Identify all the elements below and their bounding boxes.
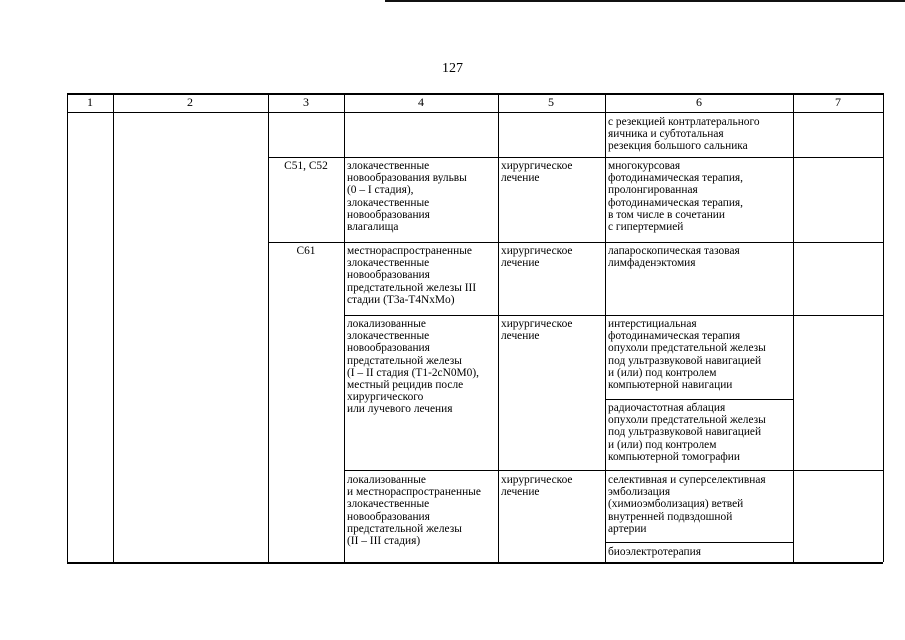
row1-method-line: в том числе в сочетании [608,208,725,221]
row0-method-line: с резекцией контрлатерального [608,116,760,128]
row4-condition-line: злокачественные [347,498,430,511]
column-divider [793,93,794,562]
row4-method-a-line: внутренней подвздошной [608,510,733,523]
row3-condition-line: (I – II стадия (T1-2cN0M0), [347,366,479,379]
row3-method-a-line: компьютерной навигации [608,379,733,391]
column-header: 7 [835,95,841,109]
row1-condition-line: новообразования вульвы [347,172,467,185]
column-header: 6 [696,95,702,109]
row3-method-b-line: опухоли предстательной железы [608,414,766,427]
row1-condition-line: злокачественные [347,160,430,172]
row4-condition-line: предстательной железы [347,522,462,535]
row4-condition-line: локализованные [347,474,426,486]
row4-method-a-line: эмболизация [608,486,671,499]
row-divider [344,315,883,316]
row1-method-line: фотодинамическая терапия, [608,172,744,185]
row3-condition-line: злокачественные [347,330,430,343]
row-divider [268,242,883,243]
row4-condition-line: и местнораспространенные [347,486,481,499]
subrow-divider [605,542,793,543]
row3-condition-line: новообразования [347,342,430,355]
row2-code: C61 [296,245,316,257]
row2-condition-line: новообразования [347,269,430,282]
row3-method-a-line: под ультразвуковой навигацией [608,354,762,367]
row4-treatment-line: хирургическое [501,474,573,486]
row2-treatment-line: лечение [501,257,540,270]
column-divider [344,93,345,562]
top-border-line [385,0,905,2]
row3-method-a-line: фотодинамическая терапия [608,330,741,343]
row1-condition-line: новообразования [347,208,430,221]
row1-condition-line: влагалища [347,221,399,233]
row3-condition-line: местный рецидив после [347,379,464,391]
row3-method-a-line: и (или) под контролем [608,366,717,379]
column-header: 5 [548,95,554,109]
row4-condition-line: (II – III стадия) [347,535,421,547]
row3-method-b-line: и (или) под контролем [608,438,717,451]
row3-treatment-line: лечение [501,330,540,343]
row3-condition-line: локализованные [347,318,426,330]
row3-condition-line: или лучевого лечения [347,403,453,416]
row3-method-b-line: под ультразвуковой навигацией [608,426,762,439]
row1-method-line: многокурсовая [608,160,681,172]
row2-treatment-line: хирургическое [501,245,573,257]
row3-treatment-line: хирургическое [501,318,573,330]
row-divider [344,470,883,471]
row3-method-a-line: опухоли предстательной железы [608,342,766,355]
row3-condition-line: хирургического [347,391,424,404]
row1-condition-line: злокачественные [347,196,430,209]
column-header: 3 [303,95,309,109]
row2-method-line: лапароскопическая тазовая [608,245,740,257]
row-divider [268,157,883,158]
row0-method-line: яичника и субтотальная [608,128,724,141]
column-header: 2 [187,95,193,109]
row3-method-a-line: интерстициальная [608,318,697,330]
row1-method-line: с гипертермией [608,221,684,233]
row1-treatment-line: хирургическое [501,160,573,172]
table-bottom-border [67,562,883,564]
column-divider [113,93,114,562]
row1-code: C51, C52 [284,160,328,172]
column-header: 4 [418,95,424,109]
column-divider [883,93,884,562]
row0-method-line: резекция большого сальника [608,140,748,153]
row1-method-line: фотодинамическая терапия, [608,196,744,209]
row3-method-b-line: компьютерной томографии [608,450,740,463]
row4-treatment-line: лечение [501,486,540,499]
row4-method-a-line: артерии [608,522,647,535]
row4-method-a-line: (химиоэмболизация) ветвей [608,498,744,511]
column-divider [67,93,68,562]
column-divider [498,93,499,562]
row2-condition-line: предстательной железы III [347,281,477,294]
subrow-divider [605,399,793,400]
row3-condition-line: предстательной железы [347,354,462,367]
page-number: 127 [442,61,463,76]
row1-treatment-line: лечение [501,172,540,185]
row3-method-b-line: радиочастотная аблация [608,402,726,414]
row2-method-line: лимфаденэктомия [608,257,696,270]
row2-condition-line: местнораспространенные [347,245,472,257]
row4-method-a-line: селективная и суперселективная [608,474,766,486]
header-bottom-border [67,112,883,113]
row2-condition-line: злокачественные [347,257,430,270]
column-header: 1 [87,95,93,109]
row2-condition-line: стадии (T3a-T4NxMo) [347,293,455,306]
row1-method-line: пролонгированная [608,184,698,197]
row4-condition-line: новообразования [347,510,430,523]
row1-condition-line: (0 – I стадия), [347,184,414,197]
row4-method-b-line: биоэлектротерапия [608,546,701,558]
column-divider [605,93,606,562]
